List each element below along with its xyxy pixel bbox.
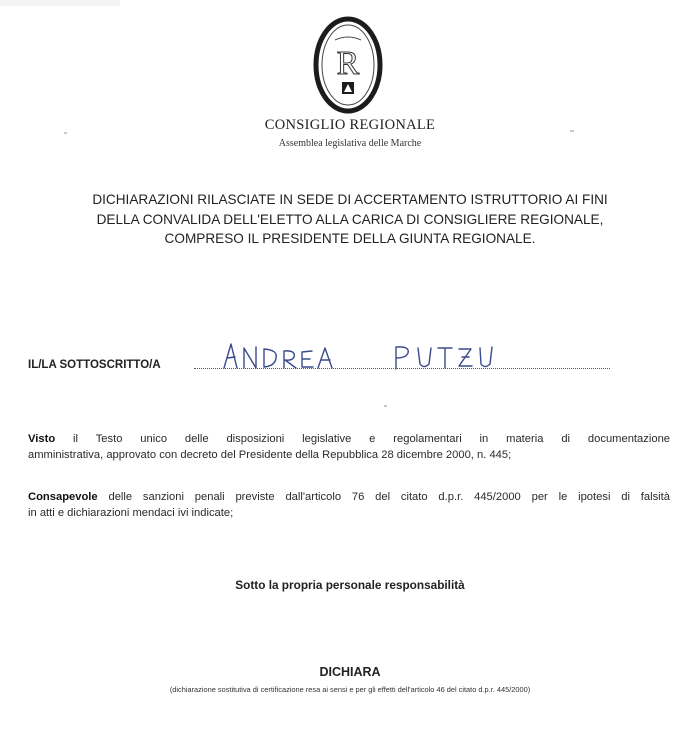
scan-speck (384, 405, 387, 407)
paragraph-visto (28, 431, 670, 463)
visto-lead: Visto (28, 433, 56, 445)
declaration-note: (dichiarazione sostitutiva di certificazione resa ai sensi e per gli effetti dell'articolo 46 del citato d.p.r. 445/2000) (169, 685, 531, 694)
org-name: CONSIGLIO REGIONALE (264, 117, 436, 133)
visto-text-1: il Testo unico delle disposizioni legislative e regolamentari in materia di documentazione (73, 433, 671, 445)
title-line: DELLA CONVALIDA DELL'ELETTO ALLA CARICA DI CONSIGLIERE REGIONALE, (96, 211, 604, 227)
consapevole-lead: Consapevole (28, 491, 98, 503)
consapevole-line-2: in atti e dichiarazioni mendaci ivi indicate; (28, 507, 234, 519)
org-subtitle: Assemblea legislativa delle Marche (278, 138, 422, 149)
responsibility-statement: Sotto la propria personale responsabilità (235, 578, 465, 592)
scan-edge (0, 0, 120, 6)
signer-label: IL/LA SOTTOSCRITTO/A (28, 359, 161, 371)
consapevole-line-1 (28, 489, 670, 505)
document-title (40, 190, 660, 249)
declaration-title: DICHIARA (319, 665, 381, 679)
paragraph-consapevole (28, 489, 670, 521)
visto-line-2: amministrativa, approvato con decreto del Presidente della Repubblica 28 dicembre 2000, n. 445; (28, 449, 512, 461)
title-line: COMPRESO IL PRESIDENTE DELLA GIUNTA REGIONALE. (164, 231, 536, 246)
visto-line-1 (28, 431, 670, 447)
regional-council-logo (313, 16, 383, 114)
title-line: DICHIARAZIONI RILASCIATE IN SEDE DI ACCERTAMENTO ISTRUTTORIO AI FINI (92, 192, 608, 207)
consapevole-text-1: delle sanzioni penali previste dall'articolo 76 del citato d.p.r. 445/2000 per le ipotesi di falsità (108, 491, 671, 503)
handwritten-signer-name (218, 338, 528, 378)
svg-text:R: R (336, 45, 360, 82)
signer-row (28, 354, 628, 380)
